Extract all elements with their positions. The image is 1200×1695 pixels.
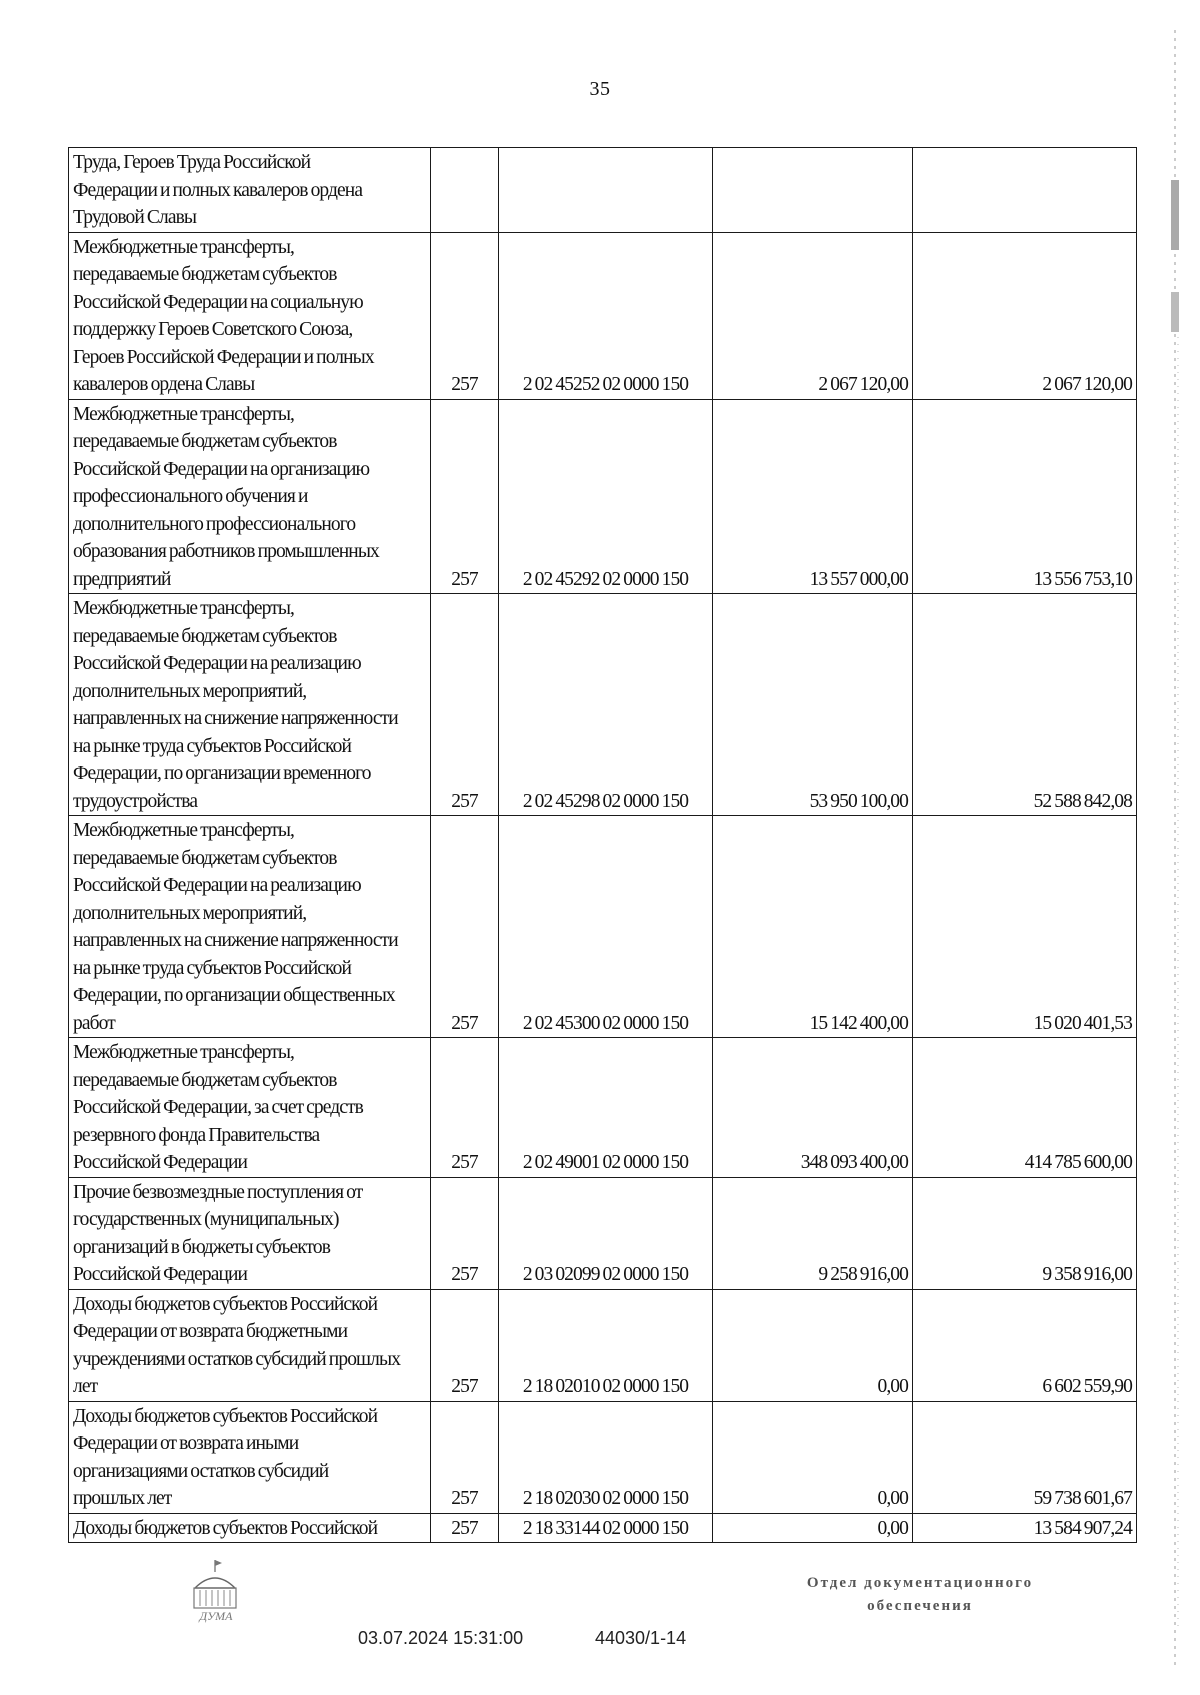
row-fact-amount-text: 15 020 401,53 [1033,1012,1132,1034]
row-fact-amount-text: 9 358 916,00 [1042,1264,1132,1285]
footer-datetime: 03.07.2024 15:31:00 [358,1628,524,1648]
row-name-cell [69,399,431,594]
row-name-text: Межбюджетные трансферты, передаваемые бюджетам субъектов Российской Федерации, за счет средств резервного фонда Правительства Российской Федерации [73,1042,363,1173]
row-fact-amount-text: 414 785 600,00 [1024,1152,1132,1173]
row-admin-code-text: 257 [451,1488,478,1509]
row-budget-code-text: 2 18 33144 02 0000 150 [522,1517,689,1539]
row-budget-code-cell [499,594,713,816]
table-row [69,1401,1137,1513]
row-name-cell [69,1177,431,1289]
row-fact-amount-text: 2 067 120,00 [1042,374,1132,395]
row-fact-amount-cell [913,1177,1137,1289]
stamp-line-1: Отдел документационного [806,1575,1034,1591]
row-fact-amount-cell [913,1289,1137,1401]
row-admin-code-text: 257 [451,1012,478,1034]
row-name-cell [69,816,431,1038]
row-name-text: Труда, Героев Труда Российской Федерации и полных кавалеров ордена Трудовой Славы [73,152,363,228]
table-row [69,1177,1137,1289]
row-plan-amount-cell [713,1038,913,1178]
row-fact-amount-text: 13 584 907,24 [1033,1517,1132,1539]
row-plan-amount-cell [713,1177,913,1289]
row-name-cell [69,1513,431,1543]
row-budget-code-text: 2 02 45252 02 0000 150 [522,374,689,395]
row-budget-code-text: 2 18 02030 02 0000 150 [522,1488,689,1509]
row-name-text: Межбюджетные трансферты, передаваемые бюджетам субъектов Российской Федерации на реализацию дополнительных мероприятий, направленных на снижение напряженности на рынке труда субъектов Российской Федерации, по организации временного трудоустройства [73,598,398,812]
revenue-table [68,147,1137,1543]
row-plan-amount-text: 13 557 000,00 [809,568,908,590]
row-admin-code-cell [431,232,499,399]
row-admin-code-cell [431,816,499,1038]
row-name-text: Межбюджетные трансферты, передаваемые бюджетам субъектов Российской Федерации на социальную поддержку Героев Советского Союза, Героев Российской Федерации и полных кавалеров ордена Славы [73,236,374,395]
row-budget-code-cell [499,816,713,1038]
row-name-cell [69,594,431,816]
row-fact-amount-cell [913,1038,1137,1178]
row-name-cell [69,232,431,399]
row-name-cell [69,1401,431,1513]
row-budget-code-cell [499,232,713,399]
row-budget-code-cell [499,1513,713,1543]
row-name-text: Доходы бюджетов субъектов Российской [73,1517,378,1539]
row-budget-code-text: 2 02 45298 02 0000 150 [522,790,689,812]
row-admin-code-text: 257 [451,568,478,590]
row-plan-amount-text: 2 067 120,00 [818,374,908,395]
row-fact-amount-cell [913,594,1137,816]
row-plan-amount-cell [713,399,913,594]
row-plan-amount-text: 0,00 [877,1376,908,1397]
row-budget-code-text: 2 02 49001 02 0000 150 [522,1152,689,1173]
row-admin-code-cell [431,1177,499,1289]
row-name-text: Межбюджетные трансферты, передаваемые бюджетам субъектов Российской Федерации на реализацию дополнительных мероприятий, направленных на снижение напряженности на рынке труда субъектов Российской Федерации, по организации общественных работ [73,820,398,1034]
table-row [69,399,1137,594]
row-fact-amount-text: 59 738 601,67 [1033,1488,1132,1509]
row-plan-amount-cell [713,1289,913,1401]
row-budget-code-cell [499,399,713,594]
row-fact-amount-text: 6 602 559,90 [1042,1376,1132,1397]
table-row [69,1513,1137,1543]
row-name-text: Доходы бюджетов субъектов Российской Федерации от возврата бюджетными учреждениями остатков субсидий прошлых лет [73,1293,401,1397]
row-plan-amount-cell [713,232,913,399]
row-fact-amount-cell [913,399,1137,594]
row-budget-code-cell [499,1401,713,1513]
row-admin-code-cell [431,399,499,594]
row-fact-amount-cell [913,232,1137,399]
row-admin-code-text: 257 [451,1264,478,1285]
row-fact-amount-cell [913,1513,1137,1543]
row-plan-amount-text: 53 950 100,00 [809,790,908,812]
row-plan-amount-text: 0,00 [877,1488,908,1509]
row-admin-code-text: 257 [451,1517,478,1539]
row-plan-amount-text: 348 093 400,00 [800,1152,908,1173]
page-number: 35 [589,78,611,100]
row-plan-amount-cell [713,1513,913,1543]
row-name-cell [69,1289,431,1401]
row-admin-code-cell [431,1289,499,1401]
row-admin-code-cell [431,1038,499,1178]
row-name-cell [69,1038,431,1178]
duma-emblem-icon [185,1558,247,1624]
row-name-text: Доходы бюджетов субъектов Российской Федерации от возврата иными организациями остатков субсидий прошлых лет [73,1405,378,1509]
scan-edge-marks [1168,30,1182,1670]
row-plan-amount-text: 9 258 916,00 [818,1264,908,1285]
row-name-text: Прочие безвозмездные поступления от государственных (муниципальных) организаций в бюджеты субъектов Российской Федерации [73,1181,363,1285]
table-row [69,594,1137,816]
table-row [69,1289,1137,1401]
row-plan-amount-text: 0,00 [877,1517,908,1539]
row-fact-amount-cell [913,148,1137,233]
row-budget-code-cell [499,1289,713,1401]
table-row [69,1038,1137,1178]
row-admin-code-cell [431,148,499,233]
stamp-line-2: обеспечения [867,1598,973,1614]
row-admin-code-cell [431,1513,499,1543]
row-fact-amount-cell [913,816,1137,1038]
row-fact-amount-text: 52 588 842,08 [1033,790,1132,812]
row-budget-code-cell [499,1177,713,1289]
row-admin-code-text: 257 [451,1152,478,1173]
row-admin-code-cell [431,1401,499,1513]
row-budget-code-text: 2 02 45300 02 0000 150 [522,1012,689,1034]
department-stamp [770,1572,1070,1618]
row-admin-code-text: 257 [451,374,478,395]
row-name-text: Межбюджетные трансферты, передаваемые бюджетам субъектов Российской Федерации на организацию профессионального обучения и дополнительного профессионального образования работников промышленных предприятий [73,403,379,590]
row-plan-amount-cell [713,1401,913,1513]
row-name-cell [69,148,431,233]
row-budget-code-text: 2 18 02010 02 0000 150 [522,1376,689,1397]
row-budget-code-cell [499,148,713,233]
row-admin-code-text: 257 [451,1376,478,1397]
row-plan-amount-cell [713,148,913,233]
row-budget-code-cell [499,1038,713,1178]
row-fact-amount-text: 13 556 753,10 [1033,568,1132,590]
row-plan-amount-cell [713,594,913,816]
row-admin-code-text: 257 [451,790,478,812]
table-row [69,816,1137,1038]
row-admin-code-cell [431,594,499,816]
footer-reg-number: 44030/1-14 [595,1628,687,1648]
table-row [69,232,1137,399]
svg-text:ДУМА: ДУМА [199,1609,233,1623]
row-plan-amount-text: 15 142 400,00 [809,1012,908,1034]
row-plan-amount-cell [713,816,913,1038]
row-budget-code-text: 2 03 02099 02 0000 150 [522,1264,689,1285]
row-fact-amount-cell [913,1401,1137,1513]
table-row [69,148,1137,233]
row-budget-code-text: 2 02 45292 02 0000 150 [522,568,689,590]
